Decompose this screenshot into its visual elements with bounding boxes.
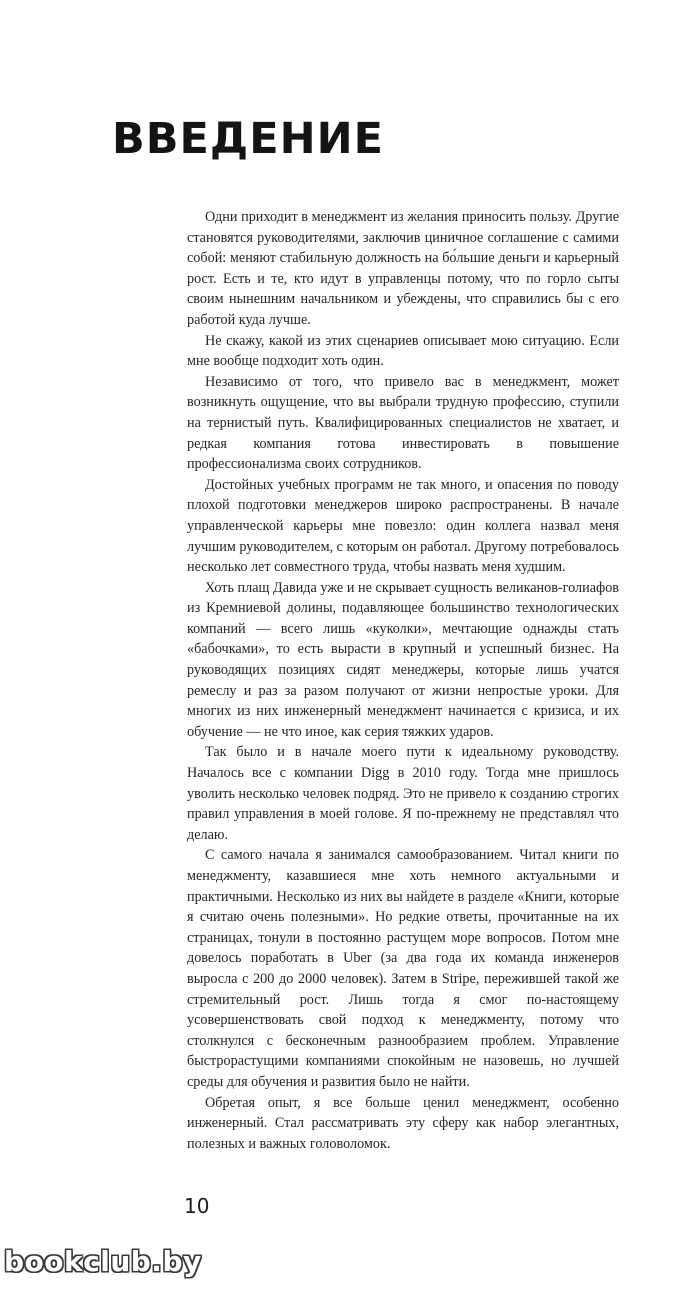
- page-number: 10: [184, 1194, 210, 1218]
- paragraph: Одни приходит в менеджмент из желания приносить пользу. Другие становятся руководителями, заключив циничное соглашение с самими собой: меняют стабильную должность на бо́льшие деньги и карьерный рост. Есть и те, кто идут в управленцы потому, что по горло сыты своим нынешним начальником и убеждены, что справились бы с его работой куда лучше.: [187, 209, 619, 328]
- body-text: [187, 207, 619, 1154]
- paragraph: Достойных учебных программ не так много, и опасения по поводу плохой подготовки менеджеров широко распространены. В начале управленческой карьеры мне повезло: один коллега назвал меня лучшим руководителем, с которым он работал. Другому потребовалось несколько лет совместного труда, чтобы назвать меня худшим.: [187, 476, 619, 576]
- chapter-title: ВВЕДЕНИЕ: [112, 114, 384, 164]
- paragraph: С самого начала я занимался самообразованием. Читал книги по менеджменту, казавшиеся мне хоть немного актуальными и практичными. Несколько из них вы найдете в разделе «Книги, которые я считаю очень полезными». Но редкие ответы, прочитанные на их страницах, тонули в постоянно растущем море вопросов. Потом мне довелось поработать в Uber (за два года их команда инженеров выросла с 200 до 2000 человек). Затем в Stripe, пережившей такой же стремительный рост. Лишь тогда я смог по-настоящему усовершенствовать свой подход к менеджменту, потому что столкнулся с бесконечным разнообразием проблем. Управление быстрорастущими компаниями спокойным не назовешь, но лучшей среды для обучения и развития было не найти.: [187, 847, 619, 1090]
- paragraph: Хоть плащ Давида уже и не скрывает сущность великанов-голиафов из Кремниевой долины, подавляющее большинство технологических компаний — всего лишь «куколки», мечтающие однажды стать «бабочками», то есть вырасти в крупный и успешный бизнес. На руководящих позициях сидят менеджеры, которые лишь учатся ремеслу и раз за разом получают от жизни непростые уроки. Для многих из них инженерный менеджмент начинается с кризиса, и их обучение — не что иное, как серия тяжких ударов.: [187, 579, 619, 740]
- watermark: bookclub.by: [4, 1245, 202, 1278]
- paragraph: Не скажу, какой из этих сценариев описывает мою ситуацию. Если мне вообще подходит хоть один.: [187, 332, 619, 370]
- paragraph: Обретая опыт, я все больше ценил менеджмент, особенно инженерный. Стал рассматривать эту сферу как набор элегантных, полезных и важных головоломок.: [187, 1094, 619, 1152]
- paragraph: Независимо от того, что привело вас в менеджмент, может возникнуть ощущение, что вы выбрали трудную профессию, ступили на тернистый путь. Квалифицированных специалистов не хватает, и редкая компания готова инвестировать в повышение профессионализма своих сотрудников.: [187, 373, 619, 473]
- paragraph: Так было и в начале моего пути к идеальному руководству. Началось все с компании Digg в 2010 году. Тогда мне пришлось уволить несколько человек подряд. Это не привело к созданию строгих правил управления в моей голове. Я по-прежнему не представлял что делаю.: [187, 744, 619, 843]
